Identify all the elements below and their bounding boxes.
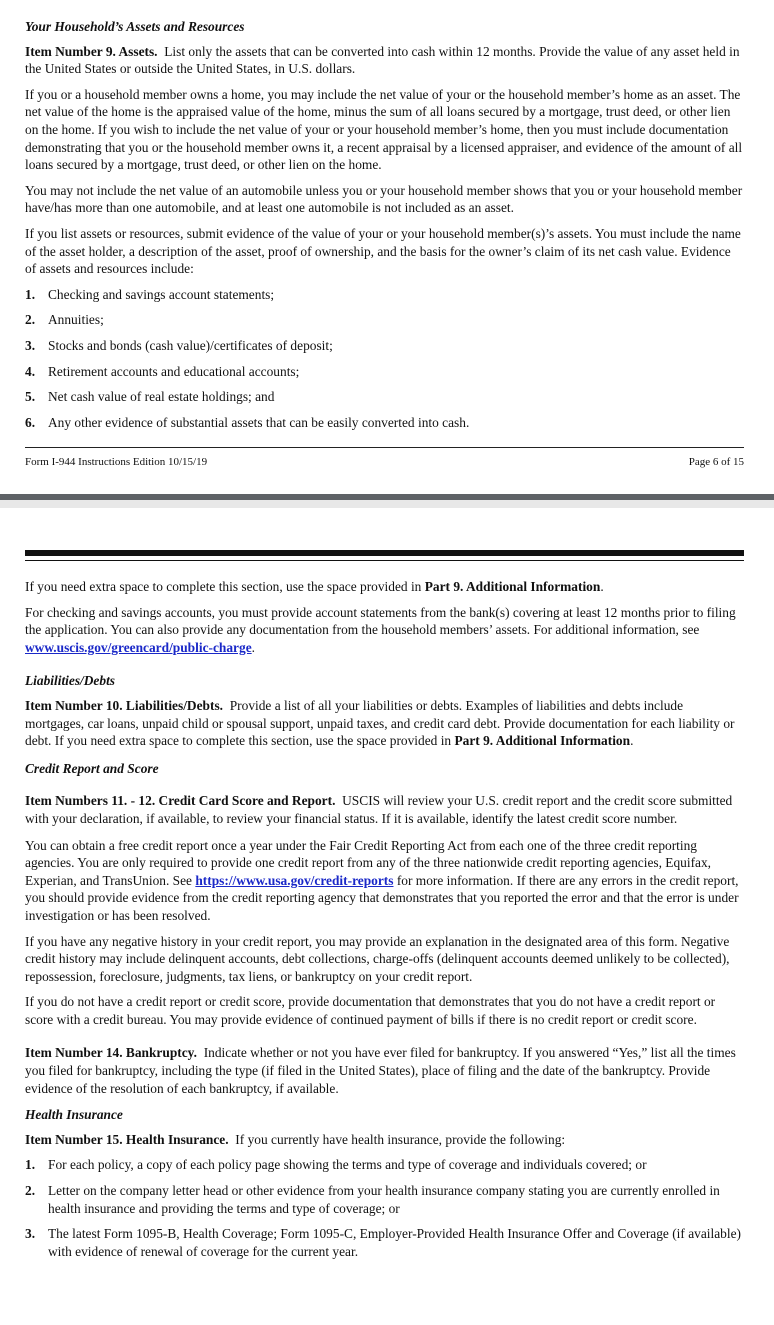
section-heading-liabilities: Liabilities/Debts: [25, 673, 116, 689]
paragraph-negative-history: If you have any negative history in your credit report, you may provide an explanation in the designated area of this form. Negative credit history may include delinquent accounts, debt collections, charge-offs (delinquent accounts deemed unlikely to be collected), repossession, foreclosure, judgments, tax liens, or bankruptcy on your credit report.: [25, 933, 730, 984]
list-item: 2. Annuities;: [25, 312, 104, 328]
page-7-content: [25, 578, 745, 1260]
list-item: 1. Checking and savings account statements;: [25, 286, 275, 302]
list-item: 4. Retirement accounts and educational accounts;: [25, 363, 300, 379]
credit-reports-link[interactable]: https://www.usa.gov/credit-reports: [195, 872, 394, 888]
page-separator: [0, 494, 774, 508]
item-10-title: Item Number 10. Liabilities/Debts.: [25, 697, 224, 713]
list-item: 1. For each policy, a copy of each policy page showing the terms and type of coverage and individuals covered; or: [25, 1157, 647, 1173]
item-15-paragraph: Item Number 15. Health Insurance. If you currently have health insurance, provide the following:: [25, 1131, 566, 1147]
paragraph-free-credit-report: You can obtain a free credit report once a year under the Fair Credit Reporting Act from each one of the three credit reporting agencies. You are only required to provide one credit report from any of the three nationwide credit reporting agencies, Equifax, Experian, and TransUnion. See https://www.usa.gov/credit-reports for more information. If there are any errors in the credit report, you should provide evidence from the credit reporting agency that demonstrates that you reported the error and that the error is under investigation or has been resolved.: [25, 837, 739, 923]
item-14-title: Item Number 14. Bankruptcy.: [25, 1045, 197, 1061]
list-item: 6. Any other evidence of substantial assets that can be easily converted into cash.: [25, 414, 470, 430]
section-heading-credit: Credit Report and Score: [25, 760, 159, 776]
paragraph-automobile: You may not include the net value of an automobile unless you or your household member shows that you or your household member have/has more than one automobile, and at least one automobile is not included as an asset.: [25, 182, 743, 216]
page-6: [0, 0, 774, 494]
item-11-paragraph: Item Numbers 11. - 12. Credit Card Score and Report. USCIS will review your U.S. credit report and the credit score submitted with your declaration, if available, to review your financial status. If it is available, identify the latest credit score number.: [25, 793, 733, 826]
item-11-title: Item Numbers 11. - 12. Credit Card Score and Report.: [25, 793, 336, 809]
health-insurance-list: [25, 1156, 745, 1260]
paragraph-bank-accounts: For checking and savings accounts, you must provide account statements from the bank(s) covering at least 12 months prior to filing the application. You can also provide any documentation from the household members’ assets. For additional information, see www.uscis.gov/greencard/public-charge.: [25, 604, 736, 655]
paragraph-evidence: If you list assets or resources, submit evidence of the value of your or your household member(s)’s assets. You must include the name of the asset holder, a description of the asset, proof of ownership, and the basis for the owner’s claim of its net cash value. Evidence of assets and resources include:: [25, 225, 741, 277]
item-9-title: Item Number 9. Assets.: [25, 43, 158, 59]
footer-divider: [25, 447, 744, 448]
list-item: 3. Stocks and bonds (cash value)/certificates of deposit;: [25, 337, 333, 353]
assets-evidence-list: [25, 286, 745, 432]
paragraph-no-credit: If you do not have a credit report or credit score, provide documentation that demonstrates that you do not have a credit report or score with a credit bureau. You may provide evidence of continued payment of bills if there is no credit report or credit score.: [25, 994, 716, 1027]
footer-page-number: Page 6 of 15: [688, 456, 744, 468]
paragraph-extra-space: If you need extra space to complete this section, use the space provided in Part 9. Additional Information.: [25, 579, 604, 594]
item-9-text: List only the assets that can be converted into cash within 12 months. Provide the value of any asset held in the United States or outside the United States, in U.S. dollars.: [25, 43, 740, 77]
page-7: [0, 508, 774, 1325]
public-charge-link[interactable]: www.uscis.gov/greencard/public-charge: [25, 639, 252, 655]
page-6-content: [25, 18, 745, 431]
header-rule-thin: [25, 560, 744, 561]
paragraph-home-value: If you or a household member owns a home, you may include the net value of your or the household member’s home as an asset. The net value of the home is the appraised value of the home, minus the sum of all loans secured by a mortgage, trust deed, or other lien on the home. If you wish to include the net value of your or your household member’s home, then you must include documentation demonstrating that you or the household member owns it, a recent appraisal by a licensed appraiser, and evidence of the amount of all loans secured by a mortgage, trust deed, or other lien on the home.: [25, 86, 743, 173]
section-heading-health: Health Insurance: [25, 1107, 123, 1123]
footer-form-edition: Form I-944 Instructions Edition 10/15/19: [25, 456, 208, 468]
item-15-title: Item Number 15. Health Insurance.: [25, 1131, 229, 1147]
item-9-paragraph: [25, 43, 745, 78]
header-rule-thick: [25, 550, 744, 556]
list-item: 5. Net cash value of real estate holdings; and: [25, 389, 275, 405]
item-10-paragraph: Item Number 10. Liabilities/Debts. Provide a list of all your liabilities or debts. Examples of liabilities and debts include mortgages, car loans, unpaid child or spousal support, unpaid taxes, and credit card debt. Provide documentation for each liability or debt. If you need extra space to complete this section, use the space provided in Part 9. Additional Information.: [25, 697, 735, 749]
list-item: 3. The latest Form 1095-B, Health Coverage; Form 1095-C, Employer-Provided Health Insurance Offer and Coverage (if available) with evidence of renewal of coverage for the current year.: [25, 1226, 741, 1259]
list-item: 2. Letter on the company letter head or other evidence from your health insurance company stating you are currently enrolled in health insurance and providing the terms and type of coverage; or: [25, 1183, 720, 1216]
item-14-paragraph: Item Number 14. Bankruptcy. Indicate whether or not you have ever filed for bankruptcy. If you answered “Yes,” list all the times you filed for bankruptcy, including the type (if filed in the United States), place of filing and the date of the bankruptcy. Provide evidence of the resolution of each bankruptcy, if available.: [25, 1045, 736, 1096]
section-heading-assets: Your Household’s Assets and Resources: [25, 19, 245, 34]
